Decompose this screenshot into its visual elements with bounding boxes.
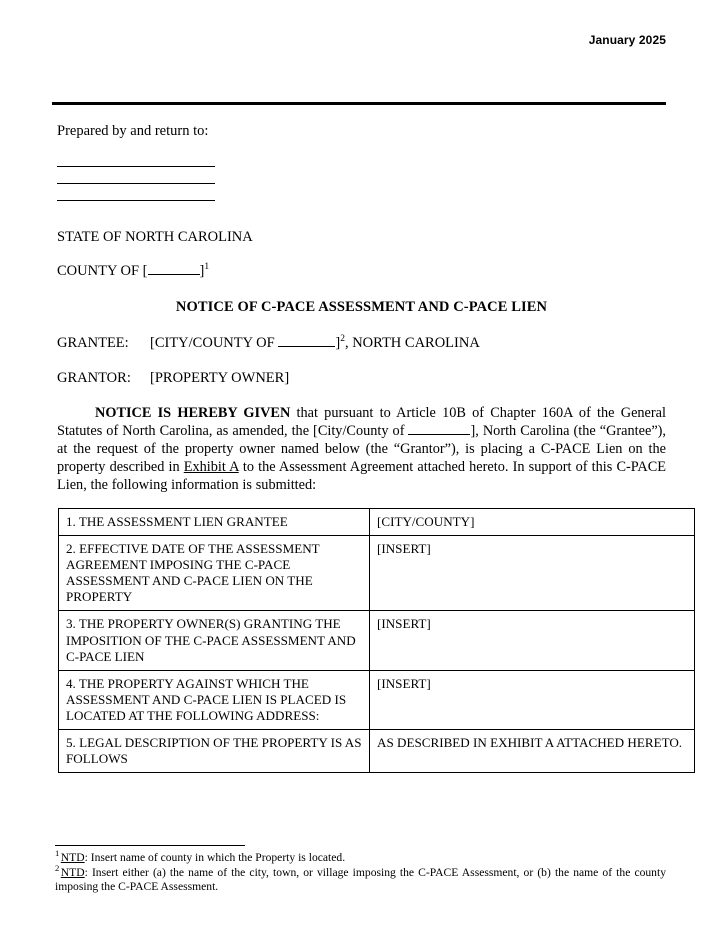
table-cell-value: [INSERT] [370,611,695,670]
table-cell-value: [INSERT] [370,670,695,729]
return-address-line-2 [57,183,215,184]
county-blank-field [148,274,200,275]
notice-segment-3: to the Assessment Agreement attached hereto. In support of this C-PACE Lien, the following information is submitted: [57,459,667,494]
county-suffix: ] [199,263,205,279]
table-row [59,611,695,670]
return-address-blank-lines [57,166,215,217]
table-cell-value: [INSERT] [370,536,695,611]
table-cell-label: 2. EFFECTIVE DATE OF THE ASSESSMENT AGREEMENT IMPOSING THE C-PACE ASSESSMENT AND C-PACE LIEN ON THE PROPERTY [59,536,370,611]
notice-paragraph [57,404,666,494]
table-cell-label: 1. THE ASSESSMENT LIEN GRANTEE [59,509,370,536]
table-row [59,730,695,773]
county-footnote-marker: 1 [204,262,210,273]
county-line [57,263,209,280]
footnote-separator-rule [55,845,245,846]
header-divider-rule [52,102,666,105]
table-cell-value: [CITY/COUNTY] [370,509,695,536]
grantor-value: [PROPERTY OWNER] [150,370,290,386]
notice-blank-field [408,434,470,435]
return-address-line-1 [57,166,215,167]
lien-information-table [58,508,695,773]
table-cell-label: 3. THE PROPERTY OWNER(S) GRANTING THE IMPOSITION OF THE C-PACE ASSESSMENT AND C-PACE LIEN [59,611,370,670]
exhibit-a-reference: Exhibit A [183,459,239,476]
grantee-footnote-marker: 2 [340,334,345,345]
notice-segment-2: ], North Carolina (the “Grantee”), at the request of the property owner named below (the “Grantor”), is placing a C-PACE Lien on the property described in [57,423,666,476]
grantee-label: GRANTEE: [57,335,129,351]
notice-segment-1: that pursuant to Article 10B of Chapter 160A of the General Statutes of North Carolina, as amended, the [City/County of [57,405,666,440]
county-prefix: COUNTY OF [ [57,263,148,279]
header-date: January 2025 [588,33,666,47]
page-title: NOTICE OF C-PACE ASSESSMENT AND C-PACE LIEN [175,299,548,315]
table-cell-value: AS DESCRIBED IN EXHIBIT A ATTACHED HERETO. [370,730,695,773]
footnote-text: : Insert either (a) the name of the city, town, or village imposing the C-PACE Assessment, or (b) the name of the county imposing the C-PACE Assessment. [55,865,666,894]
table-cell-label: 5. LEGAL DESCRIPTION OF THE PROPERTY IS AS FOLLOWS [59,730,370,773]
footnote-ntd-label: NTD [60,851,85,864]
footnote-ntd-label: NTD [60,865,85,879]
table-row [59,509,695,536]
state-line: STATE OF NORTH CAROLINA [57,229,253,245]
grantee-value-tail: , NORTH CAROLINA [344,335,480,351]
grantee-row [57,335,480,352]
footnote-text: : Insert name of county in which the Property is located. [84,851,346,864]
notice-lead-in: NOTICE IS HEREBY GIVEN [95,405,291,421]
footnote-item [55,848,666,866]
grantor-label: GRANTOR: [57,370,131,386]
footnote-marker: 1 [55,848,60,859]
return-address-line-3 [57,200,215,201]
grantee-blank-field [278,346,335,347]
grantor-row [57,370,289,387]
table-row [59,536,695,611]
grantee-value-suffix: ] [335,335,341,351]
table-row [59,670,695,729]
footnotes-block [55,848,666,895]
grantee-value-prefix: [CITY/COUNTY OF [150,335,279,351]
lien-table-body [59,509,695,773]
footnote-marker: 2 [55,862,60,873]
prepared-by-label: Prepared by and return to: [57,123,209,139]
footnote-item [55,862,666,895]
table-cell-label: 4. THE PROPERTY AGAINST WHICH THE ASSESSMENT AND C-PACE LIEN IS PLACED IS LOCATED AT THE FOLLOWING ADDRESS: [59,670,370,729]
